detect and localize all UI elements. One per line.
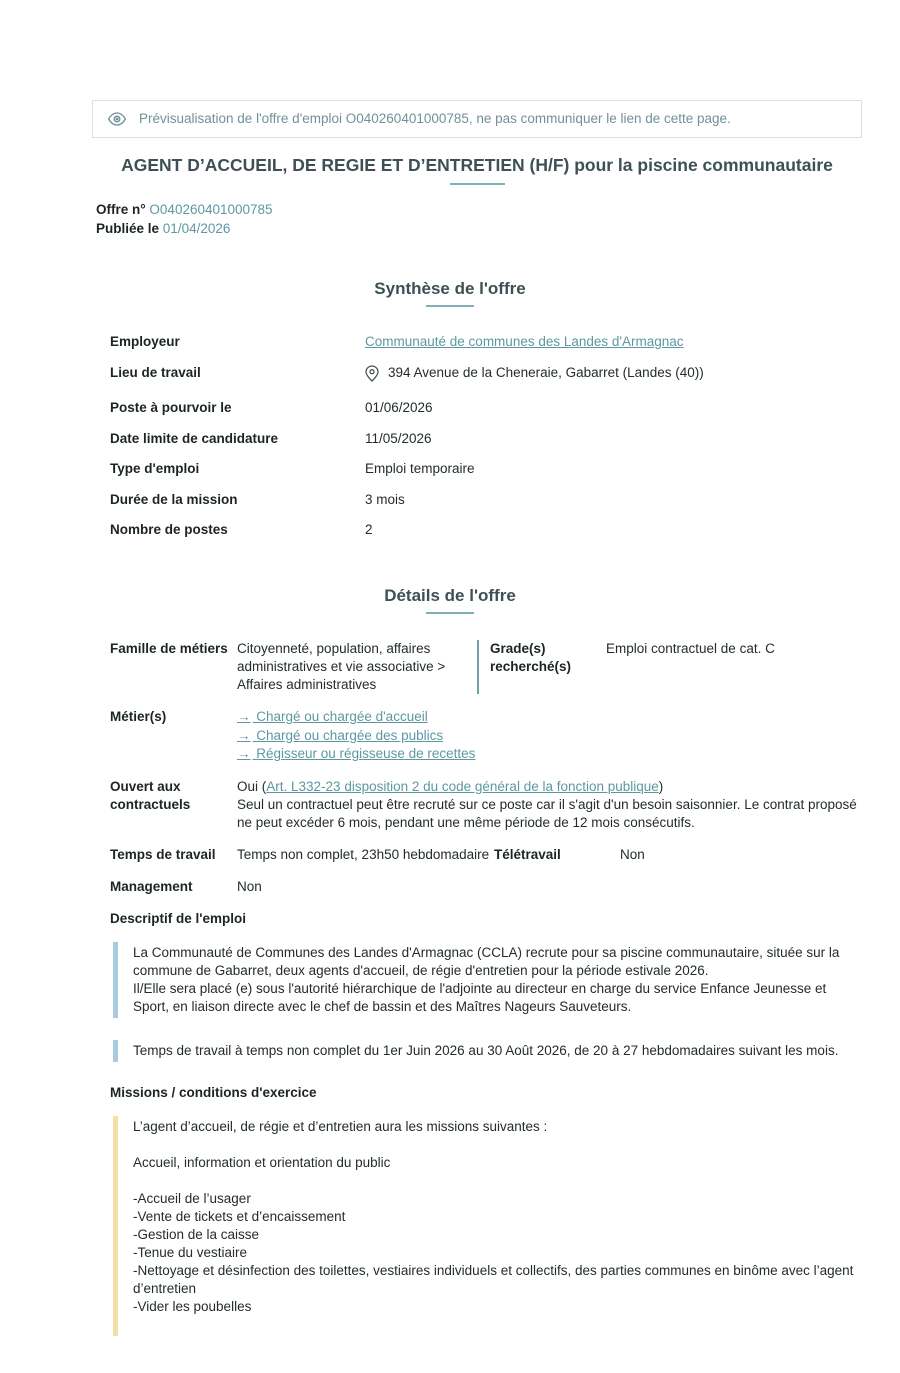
details-heading: Détails de l'offre bbox=[384, 586, 516, 605]
metier-link-accueil[interactable]: → Chargé ou chargée d'accueil bbox=[237, 709, 428, 724]
mission-item: -Accueil de l’usager bbox=[133, 1190, 251, 1206]
details-table bbox=[110, 640, 862, 896]
temps-travail-label: Temps de travail bbox=[110, 846, 216, 862]
contractuels-suffix: ) bbox=[658, 778, 664, 794]
contractuels-note: Seul un contractuel peut être recruté sur ce poste car il s'agit d'un besoin saisonnier. Le contrat proposé ne peut excéder 6 mois, pendant une même période de 12 mois consécutifs. bbox=[237, 796, 857, 830]
row-nombre-postes bbox=[110, 521, 862, 539]
duree-label: Durée de la mission bbox=[110, 491, 238, 507]
row-poste-a-pourvoir bbox=[110, 399, 862, 417]
preview-banner bbox=[92, 100, 862, 138]
missions-block bbox=[113, 1116, 862, 1336]
metier-link-publics[interactable]: → Chargé ou chargée des publics bbox=[237, 727, 444, 743]
teletravail-value: Non bbox=[620, 846, 645, 862]
metier-link-item bbox=[237, 727, 862, 745]
offer-number-line bbox=[96, 201, 900, 219]
poste-label: Poste à pourvoir le bbox=[110, 400, 232, 415]
type-emploi-label: Type d'emploi bbox=[110, 461, 200, 476]
preview-banner-text: Prévisualisation de l'offre d'emploi O040260401000785, ne pas communiquer le lien de cette page. bbox=[139, 111, 731, 126]
teletravail-label: Télétravail bbox=[494, 846, 561, 862]
mission-item: -Tenue du vestiaire bbox=[133, 1244, 248, 1260]
descriptif-block-2 bbox=[113, 1040, 862, 1062]
date-limite-value: 11/05/2026 bbox=[365, 430, 432, 446]
row-metiers bbox=[110, 708, 862, 764]
contractuels-law-link[interactable]: Art. L332-23 disposition 2 du code général de la fonction publique bbox=[266, 778, 659, 794]
page-title: AGENT D’ACCUEIL, DE REGIE ET D’ENTRETIEN (H/F) pour la piscine communautaire bbox=[121, 155, 833, 175]
nombre-postes-value: 2 bbox=[365, 522, 373, 537]
metier-link-regisseur[interactable]: → Régisseur ou régisseuse de recettes bbox=[237, 746, 476, 761]
details-underline bbox=[426, 612, 474, 614]
row-duree-mission bbox=[110, 491, 862, 509]
famille-value: Citoyenneté, population, affaires administratives et vie associative > Affaires administratives bbox=[237, 641, 446, 692]
missions-intro: L’agent d’accueil, de régie et d’entretien aura les missions suivantes : bbox=[133, 1118, 548, 1134]
contractuels-answer bbox=[237, 778, 862, 796]
employeur-label: Employeur bbox=[110, 334, 180, 349]
offer-number-value: O040260401000785 bbox=[149, 202, 273, 217]
row-date-limite bbox=[110, 430, 862, 448]
descriptif-block-1 bbox=[113, 942, 862, 1018]
title-underline bbox=[450, 183, 505, 185]
arrow-right-icon: → bbox=[237, 746, 251, 761]
row-type-emploi bbox=[110, 460, 862, 478]
contractuels-label: Ouvert aux contractuels bbox=[110, 778, 191, 812]
metier-link-item bbox=[237, 745, 862, 763]
contractuels-prefix: Oui ( bbox=[237, 778, 267, 794]
mission-item: -Gestion de la caisse bbox=[133, 1226, 260, 1242]
famille-label: Famille de métiers bbox=[110, 641, 228, 656]
row-management bbox=[110, 878, 862, 896]
synthese-underline bbox=[426, 305, 474, 307]
missions-category: Accueil, information et orientation du public bbox=[133, 1154, 391, 1170]
nombre-postes-label: Nombre de postes bbox=[110, 522, 228, 537]
arrow-right-icon: → bbox=[237, 709, 251, 724]
row-famille-grades bbox=[110, 640, 862, 694]
row-temps-teletravail bbox=[110, 846, 862, 864]
temps-travail-value: Temps non complet, 23h50 hebdomadaire bbox=[237, 846, 490, 862]
eye-icon bbox=[107, 111, 127, 127]
metiers-label: Métier(s) bbox=[110, 709, 167, 724]
missions-heading: Missions / conditions d'exercice bbox=[110, 1084, 317, 1100]
poste-value: 01/06/2026 bbox=[365, 400, 433, 415]
mission-item: -Vente de tickets et d’encaissement bbox=[133, 1208, 346, 1224]
synthese-heading: Synthèse de l'offre bbox=[374, 279, 526, 298]
type-emploi-value: Emploi temporaire bbox=[365, 461, 475, 476]
offer-number-label: Offre n° bbox=[96, 202, 146, 217]
grades-label: Grade(s) recherché(s) bbox=[490, 641, 572, 674]
location-pin-icon bbox=[365, 364, 379, 387]
published-label: Publiée le bbox=[96, 221, 160, 236]
mission-item: -Nettoyage et désinfection des toilettes, vestiaires individuels et collectifs, des parties communes en binôme avec l’agent d’entretien bbox=[133, 1262, 854, 1296]
synthese-table bbox=[110, 333, 862, 539]
descriptif-heading: Descriptif de l'emploi bbox=[110, 910, 246, 926]
lieu-label: Lieu de travail bbox=[110, 364, 201, 380]
lieu-value: 394 Avenue de la Cheneraie, Gabarret (Landes (40)) bbox=[388, 364, 704, 380]
row-employeur bbox=[110, 333, 862, 351]
descriptif-paragraph-3: Temps de travail à temps non complet du 1er Juin 2026 au 30 Août 2026, de 20 à 27 hebdomadaires suivant les mois. bbox=[133, 1042, 839, 1058]
mission-item: -Vider les poubelles bbox=[133, 1298, 252, 1314]
duree-value: 3 mois bbox=[365, 491, 405, 507]
arrow-right-icon: → bbox=[237, 727, 251, 743]
management-value: Non bbox=[237, 878, 262, 894]
published-date: 01/04/2026 bbox=[162, 221, 231, 236]
row-lieu-de-travail bbox=[110, 364, 862, 387]
grades-value: Emploi contractuel de cat. C bbox=[606, 641, 775, 656]
descriptif-paragraph-2: Il/Elle sera placé (e) sous l'autorité hiérarchique de l'adjointe au directeur en charge du service Enfance Jeunesse et Sport, en liaison directe avec le chef de bassin et des Maîtres Nageurs Sauveteurs. bbox=[133, 980, 827, 1014]
row-ouvert-contractuels bbox=[110, 778, 862, 832]
published-line bbox=[96, 220, 900, 238]
offer-meta bbox=[96, 201, 900, 238]
management-label: Management bbox=[110, 878, 193, 894]
metier-link-item bbox=[237, 708, 862, 726]
descriptif-paragraph-1: La Communauté de Communes des Landes d'Armagnac (CCLA) recrute pour sa piscine communautaire, située sur la commune de Gabarret, deux agents d'accueil, de régie d'entretien pour la période estivale 2026. bbox=[133, 944, 840, 978]
employeur-link[interactable]: Communauté de communes des Landes d'Armagnac bbox=[365, 334, 684, 349]
date-limite-label: Date limite de candidature bbox=[110, 430, 279, 446]
